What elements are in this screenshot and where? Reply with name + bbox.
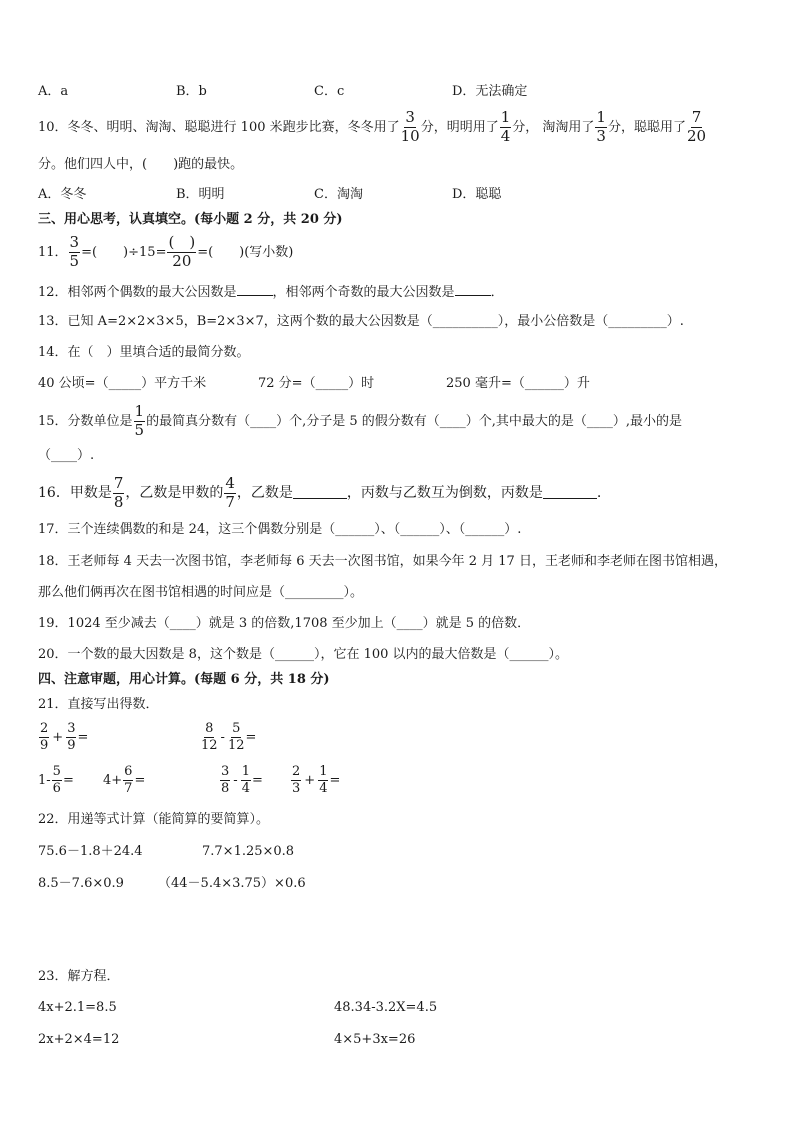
fraction-blank-20: ( ) 20 — [168, 233, 196, 270]
section-3-heading: 三、用心思考，认真填空。(每小题 2 分，共 20 分) — [38, 212, 343, 227]
q10-text-2: 分，明明用了 — [420, 119, 499, 135]
question-12: 12．相邻两个偶数的最大公因数是 ，相邻两个奇数的最大公因数是 ． — [38, 285, 504, 300]
q23-equation-1: 4x+2.1=8.5 — [38, 1000, 117, 1015]
fraction: $\frac{1}{4}$ — [319, 764, 328, 796]
question-10 — [38, 110, 707, 145]
fraction-7-20: 7 20 — [686, 108, 707, 145]
fraction: $\frac{5}{6}$ — [52, 764, 61, 796]
question-16: 16．甲数是 7 8 ，乙数是甲数的 4 7 ，乙数是 ，丙数与乙数互为倒数，丙数是 . — [38, 474, 602, 511]
question-14-title: 14．在（ ）里填合适的最简分数。 — [38, 345, 250, 360]
q11-tail: =( )(写小数) — [197, 244, 294, 260]
q9-option-c: C．c — [314, 84, 345, 99]
answer-blank — [455, 284, 491, 296]
fraction-1-5: 1 5 — [134, 402, 145, 439]
q21-expression-4: 4+ $\frac{6}{7}$ = — [103, 764, 146, 796]
q10-option-b: B．明明 — [176, 187, 225, 202]
fraction: 2 9 — [40, 721, 49, 753]
q22-expression-3: 8.5－7.6×0.9 — [38, 876, 124, 891]
q10-text-4: 分，聪聪用了 — [607, 119, 686, 135]
q10-option-a: A．冬冬 — [38, 187, 87, 202]
q15-line-2: （____）. — [38, 448, 95, 463]
q14-item-minutes: 72 分=（_____）时 — [258, 376, 375, 391]
q22-expression-4: （44－5.4×3.75）×0.6 — [158, 876, 306, 891]
q21-expression-5: 3 8 - $\frac{1}{4}$ = — [221, 764, 263, 796]
fraction: 2 3 — [292, 764, 301, 796]
question-18-line-1: 18．王老师每 4 天去一次图书馆，李老师每 6 天去一次图书馆，如果今年 2 月 17 日，王老师和李老师在图书馆相遇， — [38, 554, 727, 569]
question-18-line-2: 那么他们俩再次在图书馆相遇的时间应是（_________）。 — [38, 585, 364, 600]
q10-text-3: 分， 淘淘用了 — [512, 119, 595, 135]
answer-blank — [237, 284, 273, 296]
q11-number: 11． — [38, 244, 68, 260]
section-4-heading: 四、注意审题，用心计算。(每题 6 分，共 18 分) — [38, 672, 330, 687]
question-23-title: 23．解方程． — [38, 969, 120, 984]
q10-text-1: 10．冬冬、明明、淘淘、聪聪进行 100 米跑步比赛，冬冬用了 — [38, 119, 400, 135]
q21-expression-6: 2 3 + $\frac{1}{4}$ = — [292, 764, 341, 796]
fraction-3-5: $\frac{3}{5}$ — [69, 233, 80, 270]
q9-option-a: A．a — [38, 84, 69, 99]
q22-expression-1: 75.6－1.8＋24.4 — [38, 844, 143, 859]
q14-item-hectares: 40 公顷=（_____）平方千米 — [38, 376, 207, 391]
q10-option-d: D．聪聪 — [452, 187, 502, 202]
q10-line-2: 分。他们四人中，( )跑的最快。 — [38, 157, 244, 172]
fraction: $\frac{1}{4}$ — [241, 764, 250, 796]
fraction: $\frac{3}{9}$ — [67, 721, 76, 753]
question-11 — [38, 235, 293, 270]
fraction-3-10: 3 10 — [400, 108, 420, 145]
q9-option-d: D．无法确定 — [452, 84, 528, 99]
q23-equation-4: 4×5+3x=26 — [334, 1032, 416, 1047]
fraction-1-3: 1 3 — [596, 108, 606, 145]
q9-option-b: B．b — [176, 84, 207, 99]
fraction: $\frac{5}{12}$ — [227, 721, 245, 753]
answer-blank — [293, 487, 347, 499]
fraction-1-4: 1 4 — [500, 108, 511, 145]
question-20: 20．一个数的最大因数是 8，这个数是（______），它在 100 以内的最大倍数是（______）。 — [38, 647, 569, 662]
q23-equation-2: 48.34-3.2X=4.5 — [334, 1000, 438, 1015]
q21-expression-3: 1- $\frac{5}{6}$ = — [38, 764, 74, 796]
fraction-4-7: 4 7 — [225, 474, 235, 511]
fraction-7-8: 7 8 — [113, 474, 124, 511]
question-13: 13．已知 A=2×2×3×5，B=2×3×7，这两个数的最大公因数是（__________），最小公倍数是（_________）. — [38, 314, 684, 329]
q21-expression-1: 2 9 + $\frac{3}{9}$ = — [40, 721, 89, 753]
q14-item-milliliters: 250 毫升=（______）升 — [446, 376, 590, 391]
question-19: 19．1024 至少减去（____）就是 3 的倍数,1708 至少加上（____）就是 5 的倍数． — [38, 616, 531, 631]
question-15: 15．分数单位是 1 5 的最简真分数有（____）个,分子是 5 的假分数有（____）个,其中最大的是（____）,最小的是 — [38, 402, 683, 439]
fraction: $\frac{6}{7}$ — [124, 764, 133, 796]
answer-blank — [543, 487, 597, 499]
question-17: 17．三个连续偶数的和是 24，这三个偶数分别是（______）、（______）、（______）. — [38, 522, 522, 537]
q23-equation-3: 2x+2×4=12 — [38, 1032, 120, 1047]
question-21-title: 21．直接写出得数． — [38, 697, 159, 712]
fraction: 8 12 — [201, 721, 218, 753]
q10-option-c: C．淘淘 — [314, 187, 363, 202]
fraction: 3 8 — [221, 764, 230, 796]
question-22-title: 22．用递等式计算（能简算的要简算）。 — [38, 812, 270, 827]
q22-expression-2: 7.7×1.25×0.8 — [202, 844, 295, 859]
q21-expression-2: 8 12 - $\frac{5}{12}$ = — [201, 721, 257, 753]
q11-mid: =( )÷15= — [81, 244, 167, 260]
